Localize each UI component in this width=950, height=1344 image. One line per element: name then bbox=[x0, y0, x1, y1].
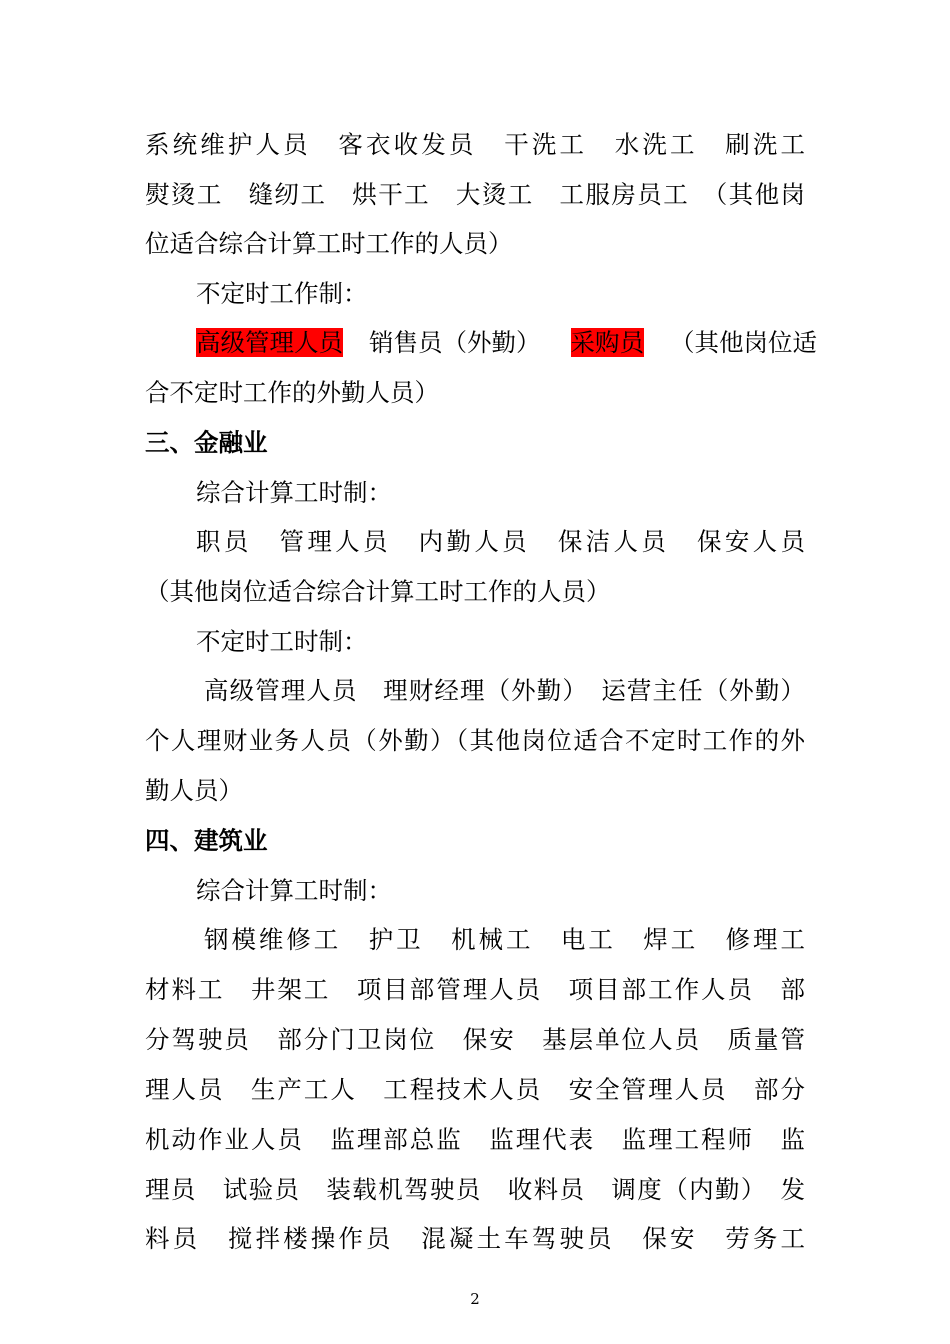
subheading: 不定时工时制： bbox=[196, 627, 368, 656]
text-line: 机动作业人员 监理部总监 监理代表 监理工程师 监 bbox=[145, 1125, 805, 1154]
text-span: （其他岗位适 bbox=[670, 328, 817, 357]
text-line: 合不定时工作的外勤人员） bbox=[145, 378, 439, 407]
text-line: 理员 试验员 装载机驾驶员 收料员 调度（内勤） 发 bbox=[145, 1175, 805, 1204]
text-line: 系统维护人员 客衣收发员 干洗工 水洗工 刷洗工 bbox=[145, 130, 805, 159]
text-line: 料员 搅拌楼操作员 混凝土车驾驶员 保安 劳务工 bbox=[145, 1224, 805, 1253]
highlighted-term: 采购员 bbox=[570, 328, 644, 357]
subheading: 不定时工作制： bbox=[196, 279, 368, 308]
text-line: 高级管理人员 理财经理（外勤） 运营主任（外勤） bbox=[204, 676, 805, 705]
text-span: 销售员（外勤） bbox=[369, 328, 541, 357]
subheading: 综合计算工时制： bbox=[196, 876, 392, 905]
text-line: 材料工 井架工 项目部管理人员 项目部工作人员 部 bbox=[145, 975, 805, 1004]
text-line: 分驾驶员 部分门卫岗位 保安 基层单位人员 质量管 bbox=[145, 1025, 805, 1054]
highlighted-term: 高级管理人员 bbox=[196, 328, 343, 357]
text-line: 勤人员） bbox=[145, 776, 243, 805]
text-line: 职员 管理人员 内勤人员 保洁人员 保安人员 bbox=[196, 527, 805, 556]
text-line: 钢模维修工 护卫 机械工 电工 焊工 修理工 bbox=[204, 925, 805, 954]
section-heading: 四、建筑业 bbox=[145, 826, 268, 855]
section-heading: 三、金融业 bbox=[145, 428, 268, 457]
text-line: 理人员 生产工人 工程技术人员 安全管理人员 部分 bbox=[145, 1075, 805, 1104]
text-line: 熨烫工 缝纫工 烘干工 大烫工 工服房员工 （其他岗 bbox=[145, 180, 805, 209]
text-line bbox=[196, 328, 817, 358]
text-line: 个人理财业务人员（外勤）（其他岗位适合不定时工作的外 bbox=[145, 726, 805, 755]
subheading: 综合计算工时制： bbox=[196, 478, 392, 507]
page-number: 2 bbox=[470, 1290, 480, 1308]
text-line: （其他岗位适合综合计算工时工作的人员） bbox=[145, 577, 611, 606]
text-line: 位适合综合计算工时工作的人员） bbox=[145, 229, 513, 258]
